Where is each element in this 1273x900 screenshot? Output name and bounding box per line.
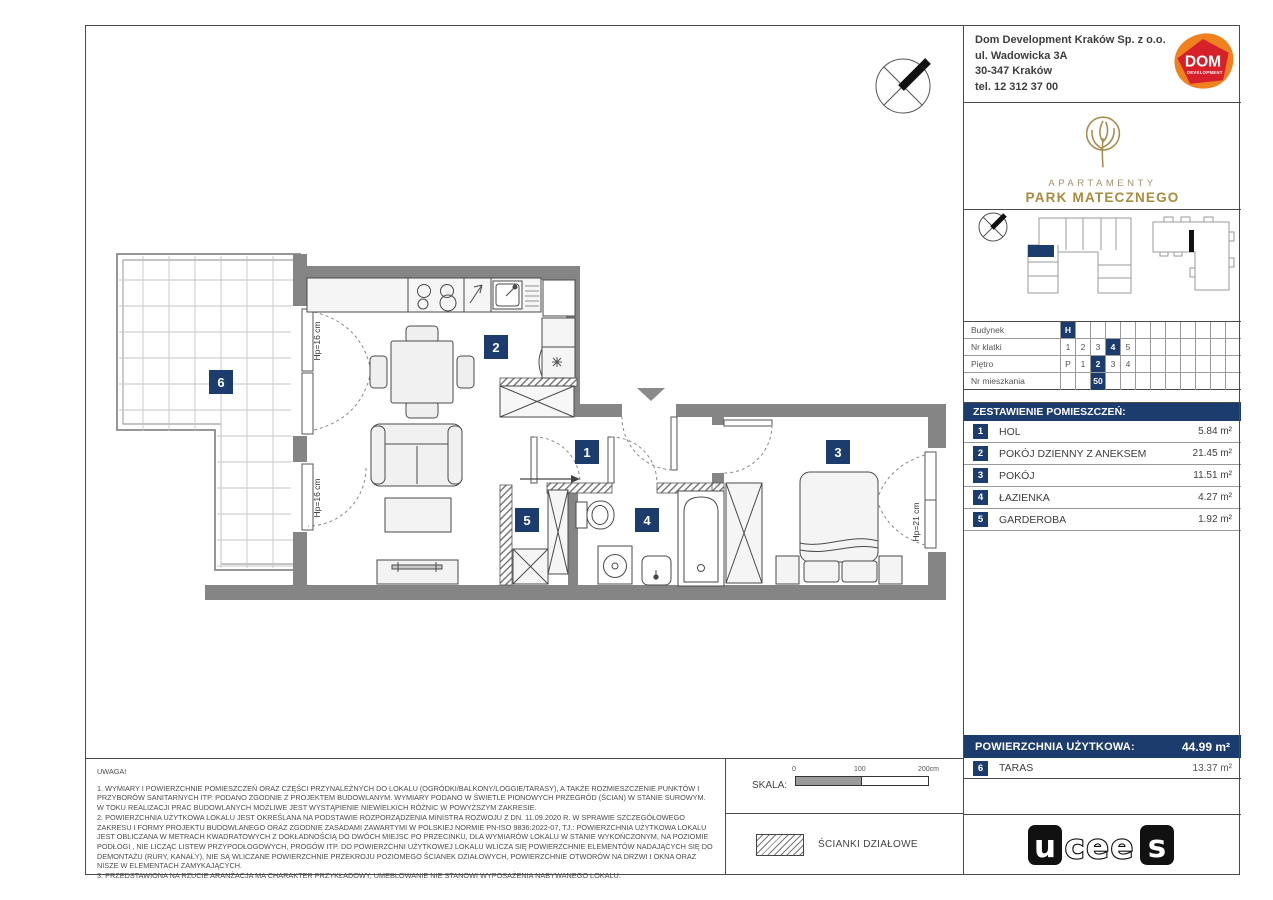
tv-stand	[377, 560, 458, 584]
hp-label-door1: Hp=16 cm	[312, 321, 322, 361]
wardrobe-low	[513, 549, 548, 584]
unit-table-cell	[1135, 373, 1150, 390]
svg-text:s: s	[1147, 829, 1166, 865]
entrance-arrow-icon	[637, 388, 665, 401]
developer-info	[964, 25, 1241, 103]
unit-table-cell	[1120, 373, 1135, 390]
unit-table-cell: 3	[1090, 339, 1105, 355]
room-name: HOL	[999, 425, 1021, 438]
unit-table-cell	[1150, 322, 1165, 338]
hall-coat-rod	[520, 475, 580, 483]
bathtub-icon	[678, 491, 724, 586]
dom-development-logo-icon	[1171, 31, 1235, 91]
unit-table-cell	[1195, 322, 1210, 338]
location-diagrams	[964, 210, 1241, 322]
rooms-list	[964, 421, 1241, 531]
project-brand	[964, 103, 1241, 210]
svg-text:6: 6	[217, 375, 225, 390]
unit-table-cell	[1225, 339, 1240, 355]
room-area: 11.51 m²	[1193, 470, 1232, 481]
unit-table-cell: 5	[1120, 339, 1135, 355]
building-outline-diagram	[1153, 217, 1234, 290]
unit-table-cell	[1225, 373, 1240, 390]
unit-table-row	[964, 356, 1241, 373]
usable-area-bar	[964, 735, 1241, 758]
ucees-logo	[964, 815, 1241, 875]
terrace	[117, 254, 300, 570]
room-badge-2	[484, 335, 508, 359]
north-compass-icon	[876, 59, 930, 113]
scale-tick-0: 0	[792, 766, 796, 773]
unit-table-cell: 3	[1105, 356, 1120, 372]
svg-text:u: u	[1033, 829, 1056, 865]
scale-tick-100: 100	[854, 766, 866, 773]
nightstand	[879, 556, 902, 584]
room-number-badge: 1	[973, 424, 988, 439]
unit-table-cell: 4	[1120, 356, 1135, 372]
room-area: 13.37 m²	[1192, 762, 1232, 774]
room-number-badge: 2	[973, 446, 988, 461]
unit-table-cell	[1105, 373, 1120, 390]
room-badge-6	[209, 370, 233, 394]
unit-table-cell	[1195, 339, 1210, 355]
unit-table-cell	[1090, 322, 1105, 338]
unit-table-cell	[1060, 373, 1075, 390]
unit-table-row-label: Nr mieszkania	[971, 376, 1025, 386]
washbasin-icon	[642, 556, 671, 585]
nightstand	[776, 556, 799, 584]
svg-text:cee: cee	[1064, 827, 1135, 866]
toilet-icon	[576, 501, 614, 529]
unit-table-cell	[1180, 339, 1195, 355]
room-number-badge: 4	[973, 490, 988, 505]
room-number-badge: 5	[973, 512, 988, 527]
unit-table-row	[964, 373, 1241, 390]
room-name: ŁAZIENKA	[999, 491, 1050, 504]
unit-table-cell	[1135, 339, 1150, 355]
room-row	[964, 465, 1241, 487]
mini-compass-icon	[979, 213, 1007, 241]
unit-table-cell	[1135, 322, 1150, 338]
company-phone: tel. 12 312 37 00	[975, 80, 1059, 93]
unit-table-cell	[1210, 356, 1225, 372]
scale-label: SKALA:	[752, 780, 788, 791]
taras-row	[964, 758, 1241, 779]
bathroom-fixtures	[576, 491, 724, 586]
company-name: Dom Development Kraków Sp. z o.o.	[975, 34, 1166, 46]
svg-text:2: 2	[492, 340, 500, 355]
unit-table-cell	[1150, 373, 1165, 390]
unit-table-cell	[1075, 373, 1090, 390]
unit-table-cell	[1135, 356, 1150, 372]
room-row	[964, 443, 1241, 465]
living-furniture	[370, 326, 474, 584]
scale-bar	[795, 776, 929, 786]
unit-table-cell: 2	[1090, 356, 1105, 372]
unit-table-cell	[1210, 322, 1225, 338]
svg-text:DEVELOPMENT: DEVELOPMENT	[1186, 69, 1223, 75]
sofa	[371, 424, 462, 486]
room-number-badge: 6	[973, 761, 988, 776]
notes-box	[85, 758, 726, 881]
tree-logo-icon	[1071, 109, 1135, 171]
unit-table-cell	[1180, 322, 1195, 338]
unit-table-cell	[1165, 356, 1180, 372]
note-item-3: 3. PRZEDSTAWIONA NA RZUCIE ARANŻACJA MA CHARAKTER PRZYKŁADOWY, UMEBLOWANIE NIE STANOWI WYPOSAŻENIA NABYWANEGO LOKALU.	[97, 871, 621, 881]
company-city: 30-347 Kraków	[975, 65, 1053, 78]
unit-table-row-label: Budynek	[971, 325, 1005, 335]
svg-text:5: 5	[523, 513, 531, 528]
unit-table-cell	[1195, 356, 1210, 372]
unit-table-cell	[1120, 322, 1135, 338]
room-row	[964, 509, 1241, 531]
unit-table-cell	[1210, 373, 1225, 390]
unit-table-row-label: Nr klatki	[971, 342, 1002, 352]
brand-apartamenty: APARTAMENTY	[1048, 178, 1157, 189]
washing-machine-icon	[552, 357, 562, 367]
unit-table-cell	[1195, 373, 1210, 390]
unit-table-row-label: Piętro	[971, 359, 994, 369]
svg-text:DOM: DOM	[1184, 53, 1222, 71]
partition-legend-label: ŚCIANKI DZIAŁOWE	[818, 839, 918, 850]
room-name: TARAS	[999, 762, 1034, 774]
room-number-badge: 3	[973, 468, 988, 483]
floor-location-diagram	[1028, 218, 1131, 293]
unit-table-row	[964, 322, 1241, 339]
usable-area-value: 44.99 m²	[1181, 739, 1230, 754]
svg-text:4: 4	[643, 513, 651, 528]
partition-hatch-swatch	[756, 834, 804, 856]
garderoba-furniture	[513, 490, 568, 584]
unit-table-cell: 2	[1075, 339, 1090, 355]
bed-bench	[842, 561, 877, 582]
unit-table-row	[964, 339, 1241, 356]
unit-table-cell	[1165, 322, 1180, 338]
site-plan-diagrams	[964, 210, 1241, 322]
usable-area-label: POWIERZCHNIA UŻYTKOWA:	[975, 740, 1135, 753]
unit-table-cell: 50	[1090, 373, 1105, 390]
company-address: ul. Wadowicka 3A	[975, 49, 1068, 62]
washing-machine	[598, 546, 632, 584]
unit-table-cell	[1165, 373, 1180, 390]
legend-box	[726, 813, 963, 875]
dining-table	[370, 326, 474, 418]
unit-table-cell	[1150, 339, 1165, 355]
bed	[800, 472, 878, 562]
unit-table-cell	[1075, 322, 1090, 338]
hp-label-door2: Hp=16 cm	[312, 478, 322, 518]
unit-highlight	[1028, 245, 1054, 257]
unit-table-cell	[1150, 356, 1165, 372]
notes-title: UWAGA!	[97, 767, 127, 776]
room-area: 4.27 m²	[1198, 492, 1232, 503]
unit-table-cell	[1165, 339, 1180, 355]
unit-table-cell	[1225, 356, 1240, 372]
wardrobe-living	[500, 386, 574, 417]
room-area: 5.84 m²	[1198, 426, 1232, 437]
room-badge-3	[826, 440, 850, 464]
washer-cabinet	[542, 347, 575, 378]
unit-table-cell: 1	[1075, 356, 1090, 372]
ucees-logo-icon	[1027, 822, 1179, 868]
unit-table-cell	[1180, 356, 1195, 372]
room-badge-1	[575, 440, 599, 464]
unit-table-cell	[1210, 339, 1225, 355]
room-badge-5	[515, 508, 539, 532]
hp-label-window: Hp=21 cm	[911, 502, 921, 542]
svg-text:1: 1	[583, 445, 591, 460]
rooms-header: ZESTAWIENIE POMIESZCZEŃ:	[964, 403, 1241, 421]
room-badge-4	[635, 508, 659, 532]
note-item-2: 2. POWIERZCHNIA UŻYTKOWA LOKALU JEST OKREŚLANA NA PODSTAWIE ROZPORZĄDZENIA MINISTRA ROZWOJU Z DN. 11.09.2020 R. W SPRAWIE SZCZEGÓŁOWEGO ZAKRESU I FORMY PROJEKTU BUDOWLANEGO ORAZ ZGODNIE ZASADAMI ZAWARTYMI W POLSKIEJ NORMIE PN-ISO 9836:2022-07, TJ.: POWIERZCHNIA UŻYTKOWA LOKALU JEST OBLICZANA W METRACH KWADRATOWYCH Z DOKŁADNOŚCIĄ DO DWÓCH MIEJSC PO PRZECINKU, DLA WYMIARÓW LOKALU W STANIE WYKOŃCZONYM, NA POZIOMIE PODŁOGI , NIE LICZĄC LISTEW PRZYPODŁOGOWYCH, PROGÓW ITP. DO POWIERZCHNI UŻYTKOWEJ LOKALU WLICZA SIĘ POWIERZCHNIE ELEMENTÓW NADAJĄCYCH SIĘ DO DEMONTAŻU (RURY, KANAŁY), NIE SĄ WLICZANE POWIERZCHNIE PRZEKROJU POZIOMEGO ŚCIANEK DZIAŁOWYCH, POWIERZCHNIE OTWORÓW NA DRZWI I OKNA ORAZ NISZE W ELEMENTACH ZAMYKAJĄCYCH.	[97, 812, 713, 871]
bedroom-furniture	[726, 472, 902, 584]
coffee-table	[385, 498, 451, 532]
brand-park-matecznego: PARK MATECZNEGO	[1025, 190, 1180, 205]
room-name: POKÓJ DZIENNY Z ANEKSEM	[999, 447, 1147, 460]
unit-table-cell: H	[1060, 322, 1075, 338]
cabinet	[542, 318, 575, 347]
note-item-1: 1. WYMIARY I POWIERZCHNIE POMIESZCZEŃ ORAZ CZĘŚCI PRZYNALEŻNYCH DO LOKALU (OGRÓDKI/BALKONY/LOGGIE/TARASY), A TAKŻE ROZMIESZCZENIE PUNKTÓW I PRZYBORÓW SANITARNYCH ITP. PODANO ZGODNIE Z PROJEKTEM BUDOWLANYM. WYMIARY PODANO W ŚWIETLE PIONOWYCH PRZEGRÓD (ŚCIAN) W STANIE SUROWYM. W TOKU REALIZACJI PRAC BUDOWLANYCH MOŻLIWE JEST WYSTĄPIENIE NIEWIELKICH RÓŻNIC W POWYŻSZYM ZAKRESIE.	[97, 783, 706, 813]
svg-text:3: 3	[834, 445, 842, 460]
room-row	[964, 487, 1241, 509]
fridge	[543, 280, 575, 316]
room-row	[964, 421, 1241, 443]
scale-bar-filled	[796, 777, 862, 785]
title-block	[963, 25, 1240, 875]
room-area: 21.45 m²	[1192, 448, 1232, 459]
room-name: POKÓJ	[999, 469, 1035, 482]
scale-bar-empty	[862, 777, 928, 785]
bed-bench	[804, 561, 839, 582]
scale-tick-200: 200cm	[918, 766, 940, 773]
wardrobe-bedroom	[726, 483, 762, 583]
empty-cell	[964, 779, 1241, 815]
unit-table-cell	[1180, 373, 1195, 390]
room-name: GARDEROBA	[999, 513, 1067, 526]
unit-table-cell: P	[1060, 356, 1075, 372]
unit-table	[964, 322, 1241, 390]
unit-table-cell	[1105, 322, 1120, 338]
spacer	[964, 390, 1241, 403]
unit-table-cell: 4	[1105, 339, 1120, 355]
unit-table-cell	[1225, 322, 1240, 338]
wardrobe-tall	[548, 490, 568, 574]
scale-box	[726, 758, 963, 813]
unit-table-cell: 1	[1060, 339, 1075, 355]
room-area: 1.92 m²	[1198, 514, 1232, 525]
staircase-marker	[1189, 230, 1194, 252]
